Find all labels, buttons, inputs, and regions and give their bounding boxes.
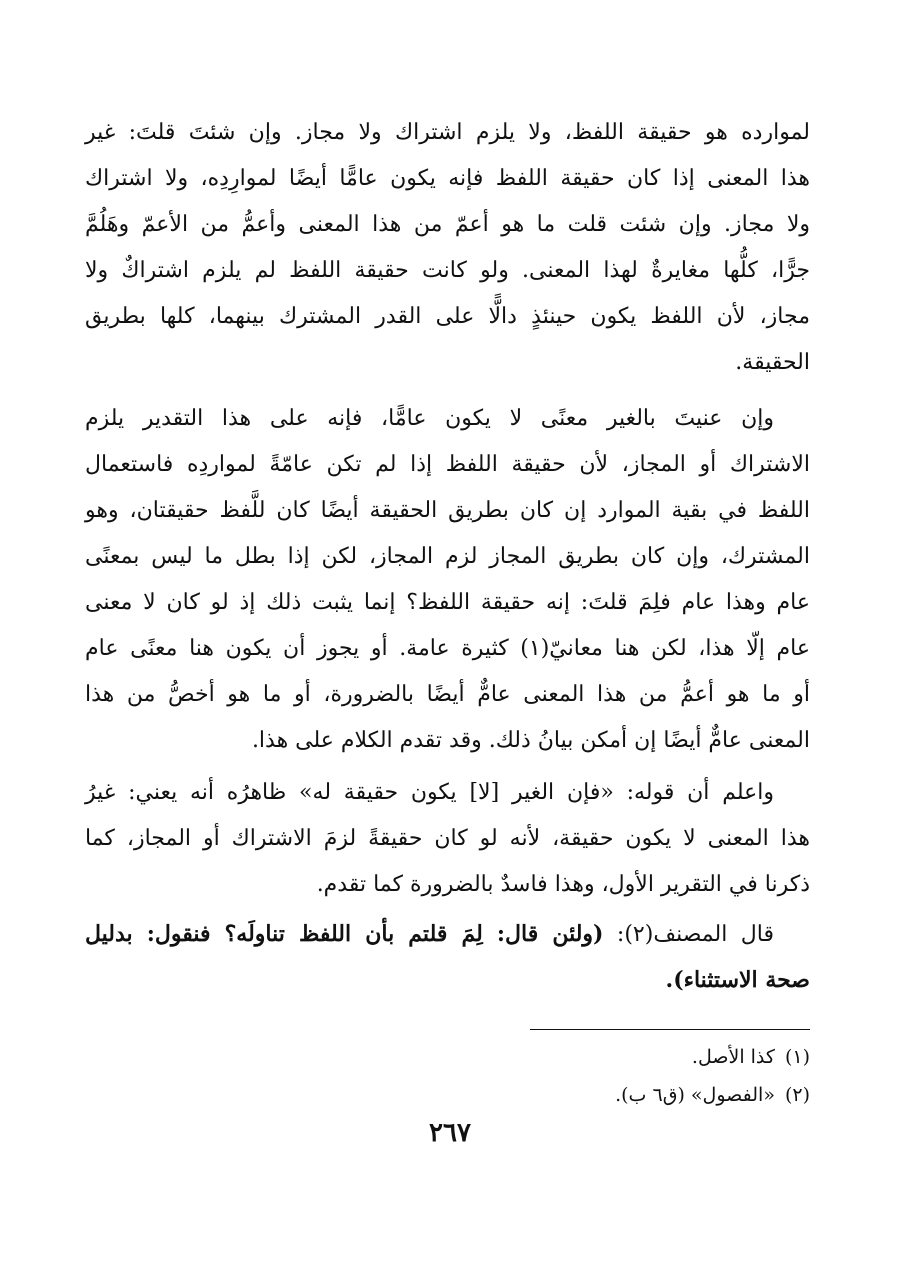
text-line: الحقيقة.: [735, 350, 810, 375]
text-line: وإن عنيتَ بالغير معنًى لا يكون عامًّا، فإنه على هذا التقدير يلزم: [85, 406, 774, 431]
text-line: [85, 911, 810, 957]
text-line: ولا مجاز. وإن شئت قلت ما هو أعمّ من هذا المعنى وأعمُّ من الأعمّ وهَلُمَّ: [85, 212, 810, 237]
footnote-number: (١): [784, 1046, 810, 1068]
text-line: الاشتراك أو المجاز، لأن حقيقة اللفظ إذا لم تكن عامّةً لمواردِه فاستعمال: [85, 452, 810, 477]
text-line: هذا المعنى لا يكون حقيقة، لأنه لو كان حقيقةً لزمَ الاشتراك أو المجاز، كما: [85, 826, 810, 851]
footnote-text: كذا الأصل.: [691, 1046, 775, 1068]
author-citation: قال المصنف(٢):: [603, 922, 774, 947]
text-line: واعلم أن قوله: «فإن الغير [لا] يكون حقيقة له» ظاهرُه أنه يعني: غيرُ: [85, 780, 774, 805]
text-line: هذا المعنى إذا كان حقيقة اللفظ فإنه يكون عامًّا أيضًا لموارِدِه، ولا اشتراك: [85, 166, 810, 191]
quoted-text: (ولئن قال: لِمَ قلتم بأن اللفظ تناولَه؟ فنقول: بدليل: [85, 921, 604, 947]
text-line: المعنى عامٌّ أيضًا إن أمكن بيانُ ذلك. وقد تقدم الكلام على هذا.: [251, 728, 810, 753]
footnote-number: (٢): [784, 1084, 810, 1106]
paragraph-4: [85, 911, 810, 1003]
footnote-text: «الفصول» (ق٦ ب).: [615, 1084, 775, 1106]
footnote: [85, 1076, 810, 1114]
footnote: [85, 1038, 810, 1076]
text-line: جرًّا، كلُّها مغايرةٌ لهذا المعنى. ولو كانت حقيقة اللفظ لم يلزم اشتراكٌ ولا: [85, 258, 810, 283]
text-line: المشترك، وإن كان بطريق المجاز لزم المجاز، لكن إذا بطل ما ليس بمعنًى: [85, 544, 810, 569]
quoted-text: صحة الاستثناء).: [665, 967, 810, 993]
paragraph-1: [85, 110, 810, 386]
footnotes: [85, 1038, 810, 1114]
text-line: ذكرنا في التقرير الأول، وهذا فاسدٌ بالضرورة كما تقدم.: [316, 872, 810, 897]
paragraph-3: [85, 770, 810, 908]
footnote-divider: [530, 1029, 810, 1030]
text-line: عام وهذا عام فلِمَ قلتَ: إنه حقيقة اللفظ؟ إنما يثبت ذلك إذ لو كان لا معنى: [85, 590, 810, 615]
text-line: أو ما هو أعمُّ من هذا المعنى عامٌّ أيضًا بالضرورة، أو ما هو أخصُّ من هذا: [85, 682, 810, 707]
text-line: مجاز، لأن اللفظ يكون حينئذٍ دالًّا على القدر المشترك بينهما، كلها بطريق: [85, 304, 810, 329]
text-line: عام إلّا هذا، لكن هنا معانيّ(١) كثيرة عامة. أو يجوز أن يكون هنا معنًى عام: [85, 636, 810, 661]
text-line: اللفظ في بقية الموارد إن كان بطريق الحقيقة أيضًا كان للَّفظ حقيقتان، وهو: [85, 498, 810, 523]
text-line: لموارده هو حقيقة اللفظ، ولا يلزم اشتراك ولا مجاز. وإن شئتَ قلتَ: غير: [85, 120, 810, 145]
page-number: ٢٦٧: [429, 1118, 471, 1148]
paragraph-2: [85, 396, 810, 764]
